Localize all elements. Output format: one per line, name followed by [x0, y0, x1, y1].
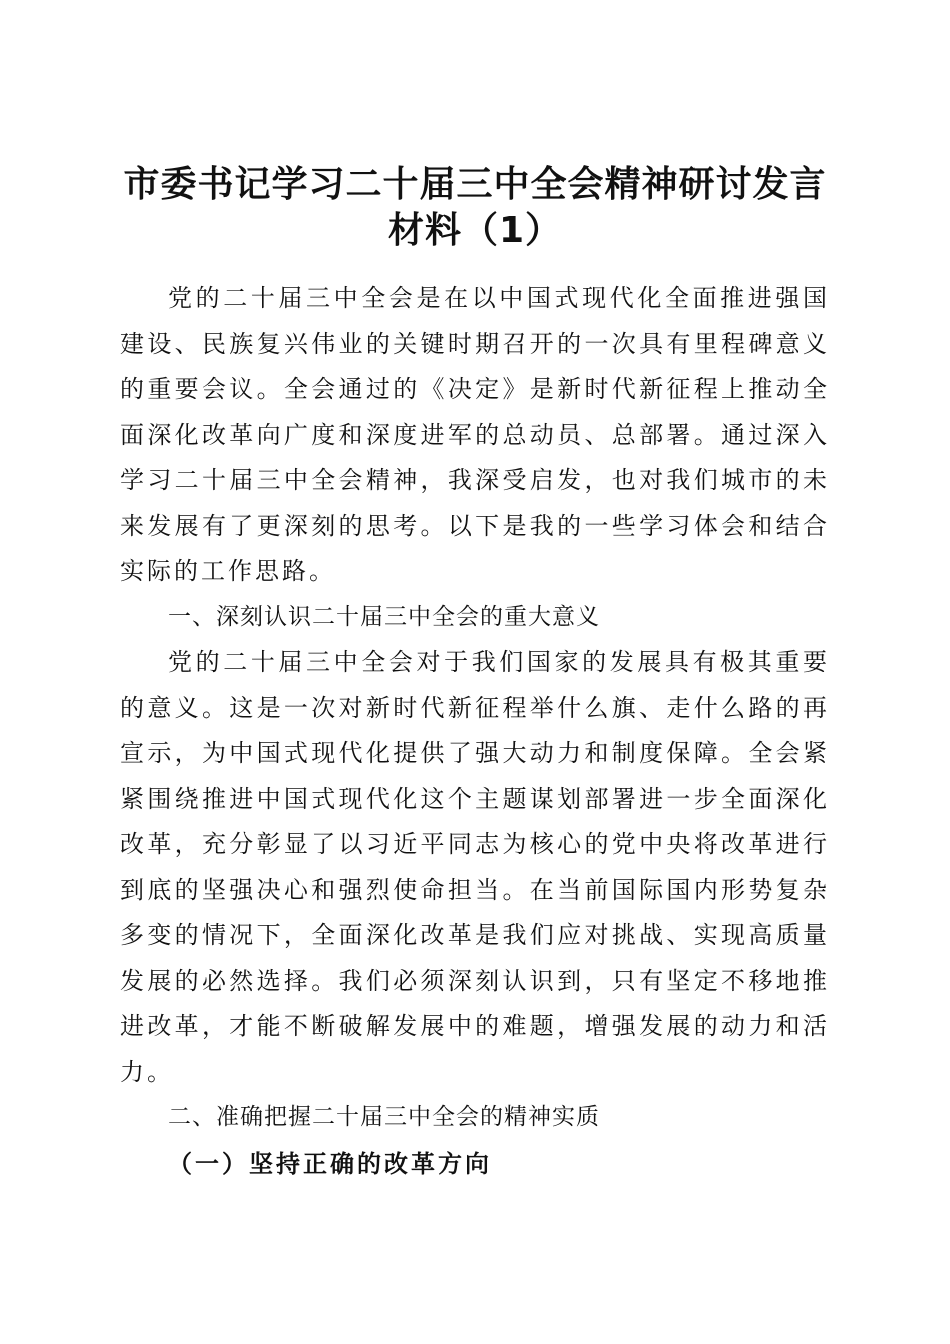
- document-title: 市委书记学习二十届三中全会精神研讨发言材料（1）: [123, 164, 827, 252]
- intro-paragraph: 党的二十届三中全会是在以中国式现代化全面推进强国建设、民族复兴伟业的关键时期召开的一次具有里程碑意义的重要会议。全会通过的《决定》是新时代新征程上推动全面深化改革向广度和深度进军的总动员、总部署。通过深入学习二十届三中全会精神，我深受启发，也对我们城市的未来发展有了更深刻的思考。以下是我的一些学习体会和结合实际的工作思路。: [120, 284, 830, 585]
- section-1-paragraph: 党的二十届三中全会对于我们国家的发展具有极其重要的意义。这是一次对新时代新征程举什么旗、走什么路的再宣示，为中国式现代化提供了强大动力和制度保障。全会紧紧围绕推进中国式现代化这个主题谋划部署进一步全面深化改革，充分彰显了以习近平同志为核心的党中央将改革进行到底的坚强决心和强烈使命担当。在当前国际国内形势复杂多变的情况下，全面深化改革是我们应对挑战、实现高质量发展的必然选择。我们必须深刻认识到，只有坚定不移地推进改革，才能不断破解发展中的难题，增强发展的动力和活力。: [120, 648, 830, 1086]
- section-2-heading: 二、准确把握二十届三中全会的精神实质: [168, 1104, 600, 1130]
- document-body: [120, 276, 830, 1186]
- section-2-subheading-1: （一）坚持正确的改革方向: [168, 1148, 492, 1178]
- section-1-heading: 一、深刻认识二十届三中全会的重大意义: [168, 603, 600, 630]
